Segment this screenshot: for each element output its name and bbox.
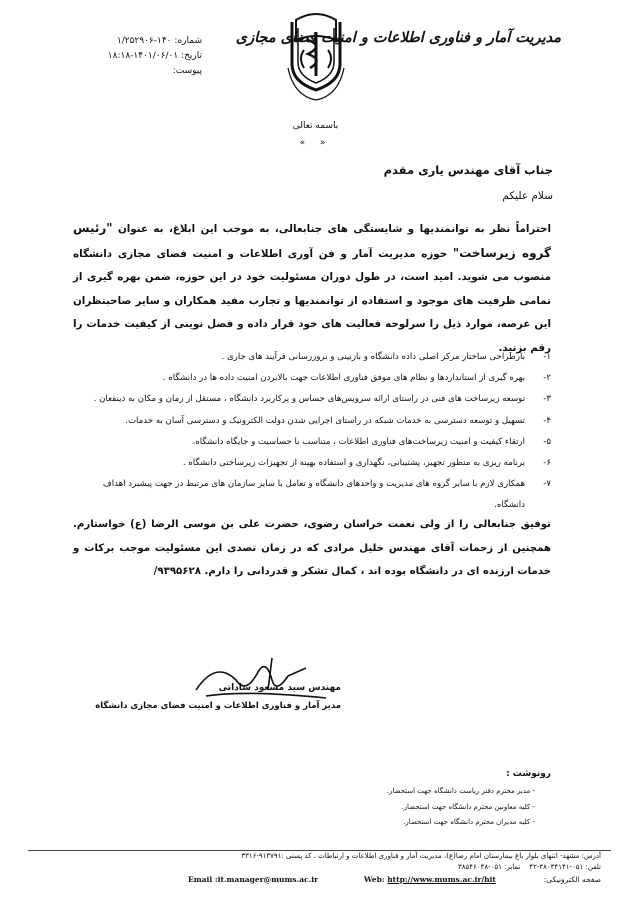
duties-list: [71, 347, 551, 517]
organization-title: مدیریت آمار و فناوری اطلاعات و امنیت فضای مجازی: [235, 29, 561, 46]
list-item: ۲- بهره گیری از استانداردها و نظام های موفق فناوری اطلاعات جهت بالابردن امنیت داده ها در دانشگاه .: [162, 373, 551, 384]
list-item: ۵- ارتقاء کیفیت و امنیت زیرساخت‌های فناوری اطلاعات ، متناسب با حساسیت و جایگاه دانشگاه.: [192, 436, 551, 447]
list-item: - مدیر محترم دفتر ریاست دانشگاه جهت استحضار.: [335, 784, 535, 800]
greeting: سلام علیکم: [502, 190, 553, 202]
list-item: - کلیه مدیران محترم دانشگاه جهت استحضار.: [335, 815, 535, 831]
appointment-title: "رئیس گروه زیرساخت": [73, 221, 551, 260]
signer-name: مهندس سید مسعود ساداتی: [218, 683, 341, 693]
footer-address: آدرس: مشهد- انتهای بلوار باغ بیمارستان امام رضا(ع)، مدیریت آمار و فناوری اطلاعات و ارتباطات ، کد پستی :۹۱۳۷۹۱-۳۳۱۶: [241, 852, 601, 860]
cc-list: [335, 784, 535, 831]
intro-paragraph: احتراماً نظر به توانمندیها و شایستگی های جنابعالی، به موجب این ابلاغ، به عنوان "رئیس گروه زیرساخت" حوزه مدیریت آمار و فن آوری اطلاعات و امنیت فضای مجازی دانشگاه منصوب می شوید. امید است، در طول دوران مسئولیت خود در این حوزه، ضمن بهره گیری از تمامی ظرفیت های موجود و استفاده از توانمندیها و تجارب مفید همکاران و سایر صاحبنظران این عرصه، موارد ذیل را سرلوحه فعالیت های خود قرار داده و فصل نوینی از کیفیت خدمات را رقم بزنید.: [73, 221, 551, 354]
footer-web: Web: http://www.mums.ac.ir/hit: [364, 875, 496, 884]
closing-paragraph: توفیق جنابعالی را از ولی نعمت خراسان رضوی، حضرت علی بن موسی الرضا (ع) خواستارم. همچنین از زحمات آقای مهندس خلیل مرادی که در زمان تصدی این مسئولیت موجب برکات و خدمات ارزنده ای در دانشگاه بوده اند ، کمال تشکر و قدردانی را دارم. ۹۳۹۵۶۲۸/: [73, 519, 551, 577]
footer-divider: [28, 850, 611, 851]
addressee: جناب آقای مهندس یاری مقدم: [383, 163, 553, 177]
footer-email: Email :it.manager@mums.ac.ir: [188, 875, 319, 884]
university-logo-icon: [274, 10, 358, 102]
university-emblem: [274, 10, 358, 102]
list-item: ۳- توسعه زیرساخت های فنی در راستای ارائه سرویس‌های حساس و پرکاربرد دانشگاه ، مستقل از زمان و مکان به ذینفعان .: [93, 394, 551, 405]
letter-date: تاریخ: ۱۴۰۱/۰۶/۰۱-۱۸:۱۸: [107, 51, 202, 61]
cc-title: رونوشت :: [506, 769, 551, 779]
footer-electronic-page: صفحه الکترونیکی:: [543, 875, 601, 884]
letter-number: شماره: ۱۴۰-۱/۲۵۲۹۰۶: [116, 36, 202, 46]
list-item: ۶- برنامه ریزی به منظور تجهیز، پشتیبانی، نگهداری و استفاده بهینه از تجهیزات زیرساختی دانشگاه .: [182, 458, 551, 469]
top-heading: باسمه تعالی: [292, 121, 339, 131]
list-item: - کلیه معاونین محترم دانشگاه جهت استحضار.: [335, 800, 535, 816]
list-item: ۴- تسهیل و توسعه دسترسی به خدمات شبکه در راستای اجرایی شدن دولت الکترونیک و دسترسی آسان به خدمات.: [125, 415, 551, 426]
list-item: ۷- همکاری لازم با سایر گروه های مدیریت و واحدهای دانشگاه و تعامل با سایر سازمان های مرتبط در جهت پیشبرد اهداف دانشگاه.: [102, 479, 551, 511]
letter-attachment: پیوست:: [172, 66, 202, 76]
signer-role: مدیر آمار و فناوری اطلاعات و امنیت فضای مجازی دانشگاه: [95, 701, 341, 711]
top-marks: « »: [299, 138, 332, 148]
footer-phones: تلفن: ۰۵۱-۳۸۰۳۴۱۴۱-۴۲ نمابر: ۰۵۱-۳۸۵۴۶۰۴۸: [458, 863, 601, 871]
website-link[interactable]: http://www.mums.ac.ir/hit: [387, 875, 496, 884]
letter-meta: [62, 34, 202, 79]
list-item: ۱- بازطراحی ساختار مرکز اصلی داده دانشگاه و بازبینی و بروزرسانی فرآیند های جاری .: [221, 352, 551, 362]
